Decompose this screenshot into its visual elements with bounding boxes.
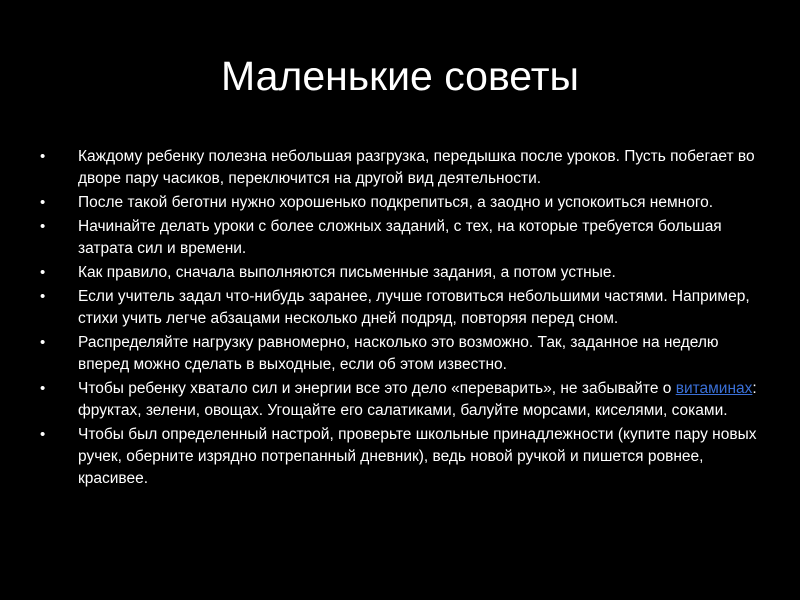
bullet-icon: • xyxy=(40,426,46,443)
bullet-icon: • xyxy=(40,288,46,305)
list-item xyxy=(40,146,760,190)
bullet-text-after: : фруктах, зелени, овощах. Угощайте его салатиками, балуйте морсами, киселями, соками. xyxy=(78,380,757,419)
bullet-text: Каждому ребенку полезна небольшая разгрузка, передышка после уроков. Пусть побегает во дворе пару часиков, переключится на другой вид деятельности. xyxy=(78,148,755,187)
bullet-text: Чтобы был определенный настрой, проверьте школьные принадлежности (купите пару новых ручек, оберните изрядно потрепанный дневник), ведь новой ручкой и пишется ровнее, красивее. xyxy=(78,426,757,487)
list-item xyxy=(40,262,760,284)
bullet-icon: • xyxy=(40,194,46,211)
bullet-icon: • xyxy=(40,380,46,397)
bullet-text: Распределяйте нагрузку равномерно, насколько это возможно. Так, заданное на неделю вперед можно сделать в выходные, если об этом известно. xyxy=(78,334,719,373)
bullet-icon: • xyxy=(40,218,46,235)
bullet-text: Начинайте делать уроки с более сложных заданий, с тех, на которые требуется большая затрата сил и времени. xyxy=(78,218,722,257)
list-item xyxy=(40,216,760,260)
bullet-icon: • xyxy=(40,334,46,351)
bullet-text-before: Чтобы ребенку хватало сил и энергии все это дело «переварить», не забывайте о xyxy=(78,380,676,397)
bullet-icon: • xyxy=(40,148,46,165)
vitamins-link[interactable]: витаминах xyxy=(675,380,753,397)
bullet-text: Как правило, сначала выполняются письменные задания, а потом устные. xyxy=(78,264,616,281)
bullet-text: Если учитель задал что-нибудь заранее, лучше готовиться небольшими частями. Например, стихи учить легче абзацами несколько дней подряд, повторяя перед сном. xyxy=(78,288,750,327)
bullet-list xyxy=(40,146,760,492)
list-item xyxy=(40,286,760,330)
list-item xyxy=(40,192,760,214)
bullet-icon: • xyxy=(40,264,46,281)
list-item xyxy=(40,332,760,376)
list-item xyxy=(40,378,760,422)
list-item xyxy=(40,424,760,490)
slide-title: Маленькие советы xyxy=(221,53,579,99)
bullet-text: После такой беготни нужно хорошенько подкрепиться, а заодно и успокоиться немного. xyxy=(78,194,714,211)
